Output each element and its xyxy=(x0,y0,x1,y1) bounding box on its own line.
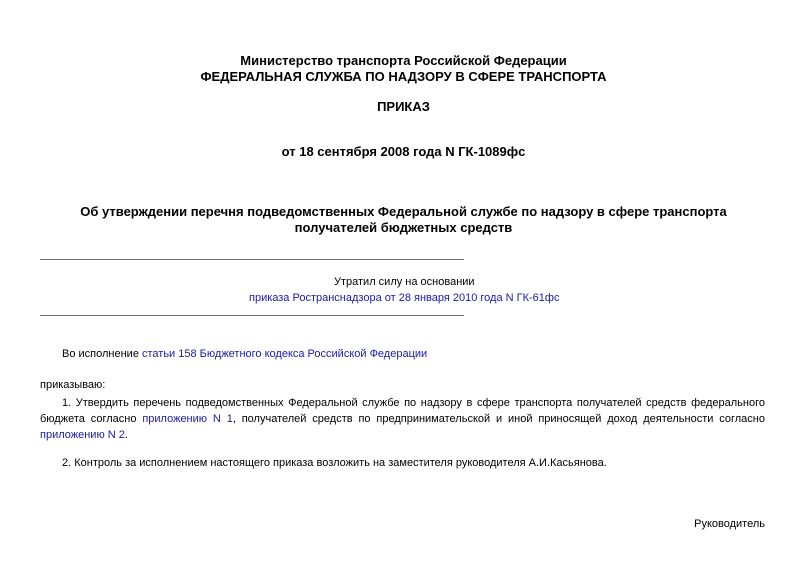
service-name: ФЕДЕРАЛЬНАЯ СЛУЖБА ПО НАДЗОРУ В СФЕРЕ ТРАНСПОРТА xyxy=(200,69,607,84)
appendix-1-link[interactable]: приложению N 1 xyxy=(142,413,233,425)
item1-text-part3: . xyxy=(124,429,128,441)
item1-text-part2: , получателей средств по предпринимательской и иной приносящей доход деятельности согласно xyxy=(232,413,765,425)
status-divider-top xyxy=(40,259,464,260)
appendix-2-link[interactable]: приложению N 2 xyxy=(40,429,125,441)
order-word: приказываю: xyxy=(40,379,106,391)
document-type: ПРИКАЗ xyxy=(377,99,430,114)
document-date-number: от 18 сентября 2008 года N ГК-1089фс xyxy=(281,144,526,159)
document-title-line1: Об утверждении перечня подведомственных Федеральной службе по надзору в сфере транспорта xyxy=(80,204,727,219)
order-item-2: 2. Контроль за исполнением настоящего приказа возложить на заместителя руководителя А.И.Касьянова. xyxy=(62,457,607,469)
repeal-order-link[interactable]: приказа Ространснадзора от 28 января 2010 года N ГК-61фс xyxy=(249,292,560,304)
budget-code-article-link[interactable]: статьи 158 Бюджетного кодекса Российской Федерации xyxy=(142,348,428,360)
status-label: Утратил силу на основании xyxy=(334,276,475,288)
item1-text-part1: 1. Утвердить перечень подведомственных Федеральной службе по надзору в сфере транспорта получателей средств федерального бюджета согласно xyxy=(40,397,765,425)
document-title-line2: получателей бюджетных средств xyxy=(294,220,513,235)
preamble xyxy=(62,348,427,361)
order-item-1 xyxy=(40,395,765,443)
status-divider-bottom xyxy=(40,315,464,316)
preamble-text: Во исполнение xyxy=(62,348,142,360)
signature-position: Руководитель xyxy=(694,518,765,530)
ministry-name: Министерство транспорта Российской Федерации xyxy=(240,53,567,68)
